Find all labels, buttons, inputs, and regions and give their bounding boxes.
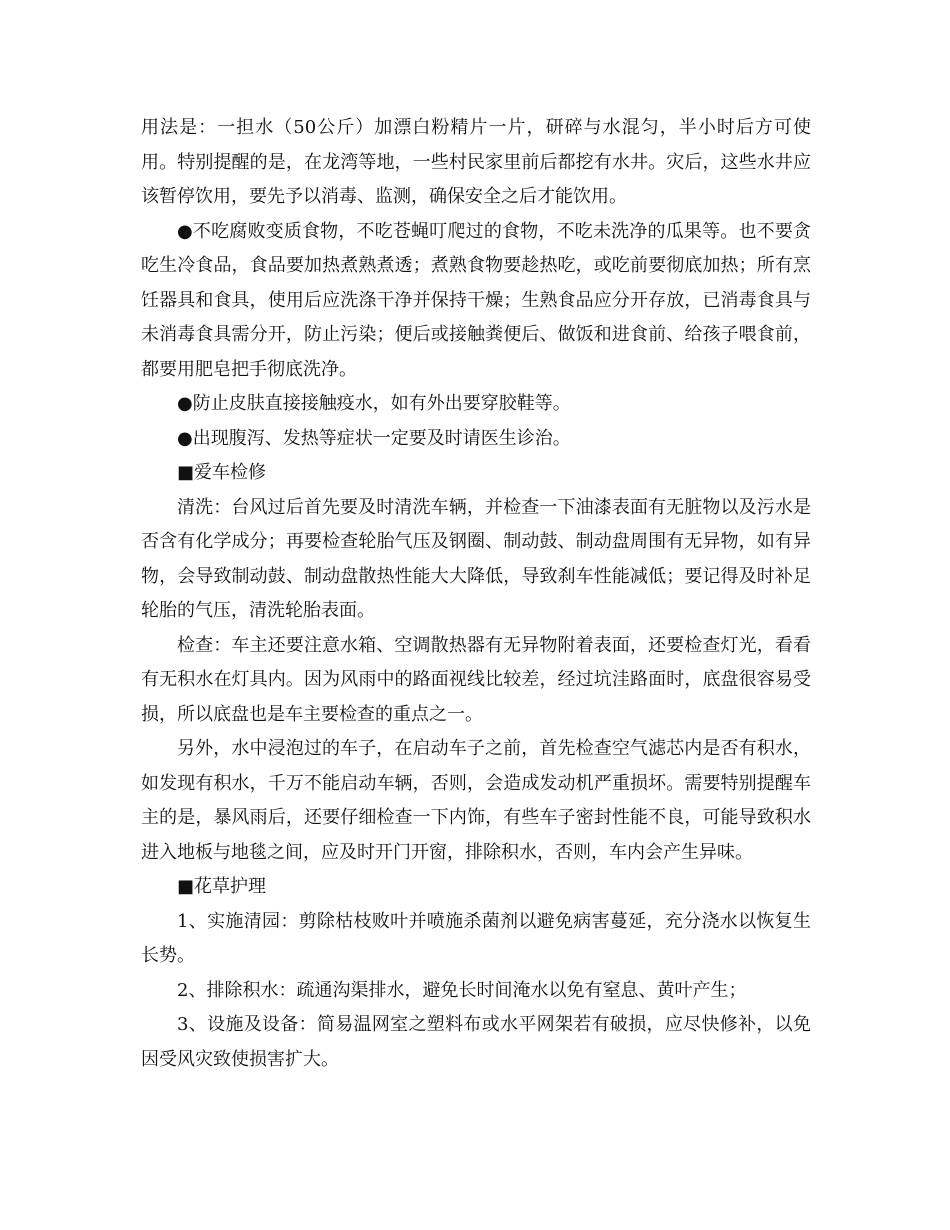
paragraph-car-cleaning: 清洗：台风过后首先要及时清洗车辆，并检查一下油漆表面有无脏物以及污水是否含有化学成分；再要检查轮胎气压及钢圈、制动鼓、制动盘周围有无异物，如有异物，会导致制动鼓、制动盘散热性能大大降低，导致刹车性能减低；要记得及时补足轮胎的气压，清洗轮胎表面。: [141, 496, 811, 621]
paragraph-plant-drainage: 2、排除积水：疏通沟渠排水，避免长时间淹水以免有窒息、黄叶产生；: [177, 979, 747, 1001]
paragraph-water-disinfection: 用法是：一担水（50公斤）加漂白粉精片一片，研碎与水混匀，半小时后方可使用。特别提醒的是，在龙湾等地，一些村民家里前后都挖有水井。灾后，这些水井应该暂停饮用，要先予以消毒、监测，确保安全之后才能饮用。: [141, 117, 811, 207]
section-heading-car-maintenance: ■爱车检修: [177, 462, 267, 483]
document-body: [141, 111, 811, 1077]
paragraph-food-hygiene: ●不吃腐败变质食物，不吃苍蝇叮爬过的食物，不吃未洗净的瓜果等。也不要贪吃生冷食品，食品要加热煮熟煮透；煮熟食物要趁热吃，或吃前要彻底加热；所有烹饪器具和食具，使用后应洗涤干净并保持干燥；生熟食品应分开存放，已消毒食具与未消毒食具需分开，防止污染；便后或接触粪便后、做饭和进食前、给孩子喂食前，都要用肥皂把手彻底洗净。: [141, 220, 811, 380]
paragraph-car-inspection: 检查：车主还要注意水箱、空调散热器有无异物附着表面，还要检查灯光，看看有无积水在灯具内。因为风雨中的路面视线比较差，经过坑洼路面时，底盘很容易受损，所以底盘也是车主要检查的重点之一。: [141, 634, 811, 725]
paragraph-seek-doctor: ●出现腹泻、发热等症状一定要及时请医生诊治。: [177, 427, 571, 449]
section-heading-plant-care: ■花草护理: [177, 876, 267, 897]
paragraph-skin-protection: ●防止皮肤直接接触疫水，如有外出要穿胶鞋等。: [177, 393, 571, 414]
paragraph-plant-cleanup: 1、实施清园：剪除枯枝败叶并喷施杀菌剂以避免病害蔓延，充分浇水以恢复生长势。: [141, 910, 811, 966]
paragraph-car-flooded: 另外，水中浸泡过的车子，在启动车子之前，首先检查空气滤芯内是否有积水，如发现有积水，千万不能启动车辆，否则，会造成发动机严重损坏。需要特别提醒车主的是，暴风雨后，还要仔细检查一下内饰，有些车子密封性能不良，可能导致积水进入地板与地毯之间，应及时开门开窗，排除积水，否则，车内会产生异味。: [141, 738, 811, 863]
paragraph-plant-facilities: 3、设施及设备：简易温网室之塑料布或水平网架若有破损，应尽快修补，以免因受风灾致使损害扩大。: [141, 1014, 811, 1070]
